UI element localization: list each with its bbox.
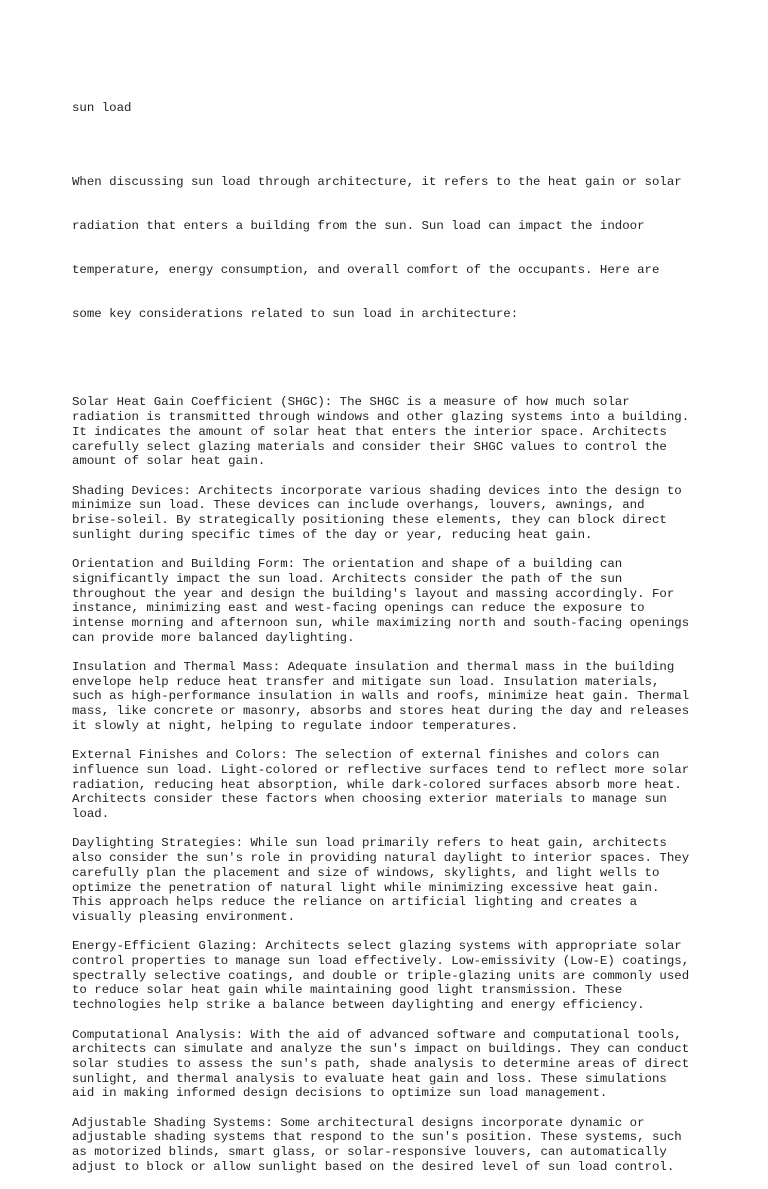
- text-line: Energy-Efficient Glazing: Architects select glazing systems with appropriate solar: [72, 939, 682, 954]
- text-line: Insulation and Thermal Mass: Adequate insulation and thermal mass in the building: [72, 660, 675, 675]
- text-line: carefully plan the placement and size of windows, skylights, and light wells to: [72, 865, 660, 880]
- text-line: sunlight during specific times of the day or year, reducing heat gain.: [72, 527, 593, 542]
- text-line: technologies help strike a balance between daylighting and energy efficiency.: [72, 998, 645, 1013]
- paragraph-spacer: [72, 925, 712, 940]
- text-line: such as high-performance insulation in walls and roofs, minimize heat gain. Thermal: [72, 689, 690, 704]
- section-paragraph: [72, 836, 712, 924]
- text-line: When discussing sun load through architecture, it refers to the heat gain or solar: [72, 174, 682, 189]
- text-line: carefully select glazing materials and consider their SHGC values to control the: [72, 439, 667, 454]
- section-paragraph: [72, 1028, 712, 1102]
- section-paragraph: [72, 1116, 712, 1175]
- text-line: sunlight, and thermal analysis to evaluate heat gain and loss. These simulations: [72, 1071, 667, 1086]
- paragraph-spacer: [72, 645, 712, 660]
- section-paragraph: [72, 660, 712, 734]
- text-line: minimize sun load. These devices can include overhangs, louvers, awnings, and: [72, 498, 645, 513]
- paragraph-spacer: [72, 734, 712, 749]
- section-paragraph: [72, 484, 712, 543]
- paragraph-spacer: [72, 822, 712, 837]
- document-page: [72, 72, 712, 1189]
- text-line: radiation is transmitted through windows and other glazing systems into a building.: [72, 410, 690, 425]
- text-line: load.: [72, 807, 110, 822]
- text-line: spectrally selective coatings, and double or triple-glazing units are commonly used: [72, 968, 690, 983]
- paragraph-spacer: [72, 1013, 712, 1028]
- text-line: This approach helps reduce the reliance on artificial lighting and creates a: [72, 895, 638, 910]
- text-line: instance, minimizing east and west-facing openings can reduce the exposure to: [72, 601, 645, 616]
- text-line: Architects consider these factors when choosing exterior materials to manage sun: [72, 792, 667, 807]
- text-line: adjustable shading systems that respond to the sun's position. These systems, such: [72, 1130, 682, 1145]
- text-line: control properties to manage sun load effectively. Low-emissivity (Low-E) coatings,: [72, 954, 690, 969]
- text-line: it slowly at night, helping to regulate indoor temperatures.: [72, 718, 519, 733]
- text-line: optimize the penetration of natural light while minimizing excessive heat gain.: [72, 880, 660, 895]
- text-line: significantly impact the sun load. Architects consider the path of the sun: [72, 571, 623, 586]
- text-line: amount of solar heat gain.: [72, 454, 266, 469]
- text-line: mass, like concrete or masonry, absorbs and stores heat during the day and releases: [72, 704, 690, 719]
- text-line: Solar Heat Gain Coefficient (SHGC): The SHGC is a measure of how much solar: [72, 395, 630, 410]
- paragraph-spacer: [72, 469, 712, 484]
- paragraph-spacer: [72, 542, 712, 557]
- section-paragraph: [72, 557, 712, 645]
- text-line: Daylighting Strategies: While sun load primarily refers to heat gain, architects: [72, 836, 667, 851]
- text-line: intense morning and afternoon sun, while maximizing north and south-facing openings: [72, 615, 690, 630]
- text-line: architects can simulate and analyze the sun's impact on buildings. They can conduct: [72, 1042, 690, 1057]
- text-line: aid in making informed design decisions to optimize sun load management.: [72, 1086, 608, 1101]
- text-line: Adjustable Shading Systems: Some architectural designs incorporate dynamic or: [72, 1115, 645, 1130]
- text-line: radiation, reducing heat absorption, while dark-colored surfaces absorb more heat.: [72, 777, 682, 792]
- section-paragraph: [72, 395, 712, 469]
- text-line: as motorized blinds, smart glass, or solar-responsive louvers, can automatically: [72, 1145, 667, 1160]
- text-line: to reduce solar heat gain while maintaining good light transmission. These: [72, 983, 623, 998]
- text-line: Computational Analysis: With the aid of advanced software and computational tools,: [72, 1027, 682, 1042]
- text-line: radiation that enters a building from the sun. Sun load can impact the indoor: [72, 219, 645, 234]
- text-line: adjust to block or allow sunlight based on the desired level of sun load control.: [72, 1159, 675, 1174]
- paragraph-spacer: [72, 381, 712, 396]
- text-line: some key considerations related to sun load in architecture:: [72, 307, 519, 322]
- document-title: sun load: [72, 101, 132, 116]
- text-line: solar studies to assess the sun's path, shade analysis to determine areas of direct: [72, 1056, 690, 1071]
- text-line: brise-soleil. By strategically positioning these elements, they can block direct: [72, 513, 667, 528]
- text-line: Orientation and Building Form: The orientation and shape of a building can: [72, 557, 623, 572]
- text-line: envelope help reduce heat transfer and mitigate sun load. Insulation materials,: [72, 674, 660, 689]
- text-line: Shading Devices: Architects incorporate various shading devices into the design to: [72, 483, 682, 498]
- section-paragraph: [72, 939, 712, 1013]
- text-line: throughout the year and design the building's layout and massing accordingly. For: [72, 586, 675, 601]
- text-line: also consider the sun's role in providing natural daylight to interior spaces. They: [72, 851, 690, 866]
- text-line: can provide more balanced daylighting.: [72, 630, 355, 645]
- section-paragraph: [72, 748, 712, 822]
- text-line: influence sun load. Light-colored or reflective surfaces tend to reflect more solar: [72, 762, 690, 777]
- text-line: It indicates the amount of solar heat that enters the interior space. Architects: [72, 424, 667, 439]
- paragraph-spacer: [72, 1101, 712, 1116]
- text-line: visually pleasing environment.: [72, 909, 296, 924]
- text-line: External Finishes and Colors: The selection of external finishes and colors can: [72, 748, 660, 763]
- text-line: temperature, energy consumption, and overall comfort of the occupants. Here are: [72, 263, 660, 278]
- intro-paragraph: [72, 146, 712, 352]
- sections-container: [72, 381, 712, 1175]
